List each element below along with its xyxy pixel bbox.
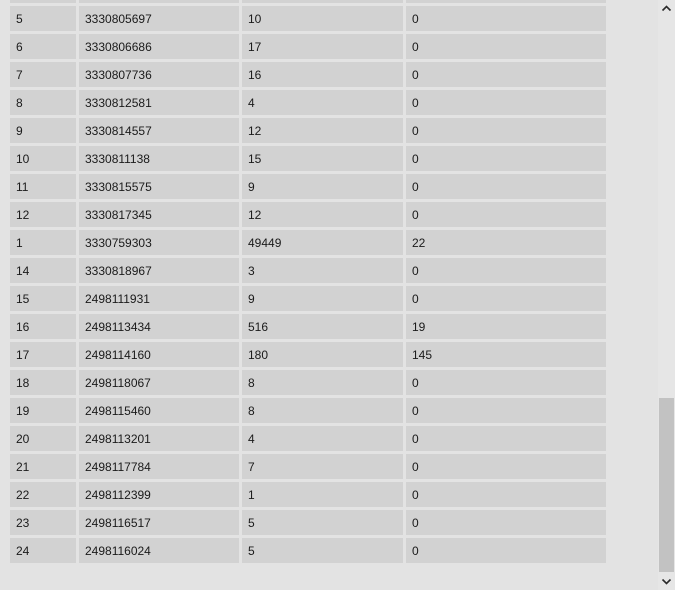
value-cell: 0 — [406, 118, 606, 146]
table-row[interactable] — [10, 202, 606, 230]
id-cell: 2498117784 — [79, 454, 242, 482]
value-cell: 0 — [406, 510, 606, 538]
id-cell: 2498113434 — [79, 314, 242, 342]
value-cell: 0 — [406, 34, 606, 62]
value-cell: 0 — [406, 258, 606, 286]
count-cell: 7 — [242, 454, 406, 482]
value-cell: 19 — [406, 314, 606, 342]
row-index-cell: 18 — [10, 370, 79, 398]
count-cell: 16 — [242, 62, 406, 90]
row-index-cell: 1 — [10, 230, 79, 258]
value-cell: 0 — [406, 286, 606, 314]
row-index-cell: 12 — [10, 202, 79, 230]
id-cell: 3330814557 — [79, 118, 242, 146]
value-cell: 0 — [406, 202, 606, 230]
id-cell: 3330818967 — [79, 258, 242, 286]
row-index-cell: 21 — [10, 454, 79, 482]
row-index-cell: 11 — [10, 174, 79, 202]
id-cell: 2498113201 — [79, 426, 242, 454]
row-index-cell: 20 — [10, 426, 79, 454]
table-row[interactable] — [10, 454, 606, 482]
count-cell: 12 — [242, 118, 406, 146]
table-row[interactable] — [10, 510, 606, 538]
scroll-up-button[interactable] — [658, 0, 675, 17]
scrollbar-thumb[interactable] — [659, 398, 674, 572]
value-cell: 0 — [406, 538, 606, 563]
count-cell: 12 — [242, 202, 406, 230]
row-index-cell: 14 — [10, 258, 79, 286]
row-index-cell: 17 — [10, 342, 79, 370]
value-cell: 0 — [406, 482, 606, 510]
id-cell: 3330811138 — [79, 146, 242, 174]
id-cell: 2498118067 — [79, 370, 242, 398]
count-cell: 15 — [242, 146, 406, 174]
table-row[interactable] — [10, 118, 606, 146]
data-table — [10, 0, 606, 563]
count-cell: 9 — [242, 174, 406, 202]
table-body — [10, 0, 606, 563]
table-row[interactable] — [10, 398, 606, 426]
table-row[interactable] — [10, 258, 606, 286]
count-cell: 4 — [242, 90, 406, 118]
count-cell: 17 — [242, 34, 406, 62]
chevron-down-icon — [661, 576, 672, 587]
count-cell: 516 — [242, 314, 406, 342]
row-index-cell: 8 — [10, 90, 79, 118]
row-index-cell: 16 — [10, 314, 79, 342]
table-row[interactable] — [10, 146, 606, 174]
count-cell: 49449 — [242, 230, 406, 258]
scroll-down-button[interactable] — [658, 573, 675, 590]
table-row[interactable] — [10, 538, 606, 563]
table-row[interactable] — [10, 314, 606, 342]
value-cell: 0 — [406, 174, 606, 202]
value-cell: 145 — [406, 342, 606, 370]
count-cell: 8 — [242, 370, 406, 398]
value-cell: 22 — [406, 230, 606, 258]
table-row[interactable] — [10, 62, 606, 90]
table-row[interactable] — [10, 286, 606, 314]
id-cell: 3330806686 — [79, 34, 242, 62]
table-row[interactable] — [10, 6, 606, 34]
data-table-container — [10, 0, 606, 563]
row-index-cell: 6 — [10, 34, 79, 62]
table-row[interactable] — [10, 426, 606, 454]
value-cell: 0 — [406, 146, 606, 174]
count-cell: 3 — [242, 258, 406, 286]
row-index-cell: 5 — [10, 6, 79, 34]
value-cell: 0 — [406, 426, 606, 454]
value-cell: 0 — [406, 90, 606, 118]
table-row[interactable] — [10, 90, 606, 118]
value-cell: 0 — [406, 398, 606, 426]
row-index-cell: 19 — [10, 398, 79, 426]
id-cell: 3330759303 — [79, 230, 242, 258]
table-row[interactable] — [10, 174, 606, 202]
row-index-cell: 15 — [10, 286, 79, 314]
count-cell: 10 — [242, 6, 406, 34]
vertical-scrollbar[interactable] — [658, 0, 675, 590]
table-row[interactable] — [10, 482, 606, 510]
value-cell: 0 — [406, 6, 606, 34]
value-cell: 0 — [406, 62, 606, 90]
row-index-cell: 22 — [10, 482, 79, 510]
id-cell: 3330812581 — [79, 90, 242, 118]
id-cell: 2498115460 — [79, 398, 242, 426]
count-cell: 5 — [242, 538, 406, 563]
id-cell: 2498114160 — [79, 342, 242, 370]
row-index-cell: 7 — [10, 62, 79, 90]
id-cell: 2498116517 — [79, 510, 242, 538]
count-cell: 180 — [242, 342, 406, 370]
table-row[interactable] — [10, 370, 606, 398]
count-cell: 1 — [242, 482, 406, 510]
id-cell: 2498111931 — [79, 286, 242, 314]
chevron-up-icon — [661, 3, 672, 14]
id-cell: 3330805697 — [79, 6, 242, 34]
id-cell: 3330817345 — [79, 202, 242, 230]
row-index-cell: 9 — [10, 118, 79, 146]
table-row[interactable] — [10, 34, 606, 62]
id-cell: 3330815575 — [79, 174, 242, 202]
id-cell: 2498112399 — [79, 482, 242, 510]
row-index-cell: 24 — [10, 538, 79, 563]
count-cell: 4 — [242, 426, 406, 454]
table-row[interactable] — [10, 342, 606, 370]
count-cell: 8 — [242, 398, 406, 426]
id-cell: 3330807736 — [79, 62, 242, 90]
id-cell: 2498116024 — [79, 538, 242, 563]
value-cell: 0 — [406, 370, 606, 398]
row-index-cell: 10 — [10, 146, 79, 174]
count-cell: 9 — [242, 286, 406, 314]
value-cell: 0 — [406, 454, 606, 482]
count-cell: 5 — [242, 510, 406, 538]
table-row[interactable] — [10, 230, 606, 258]
row-index-cell: 23 — [10, 510, 79, 538]
